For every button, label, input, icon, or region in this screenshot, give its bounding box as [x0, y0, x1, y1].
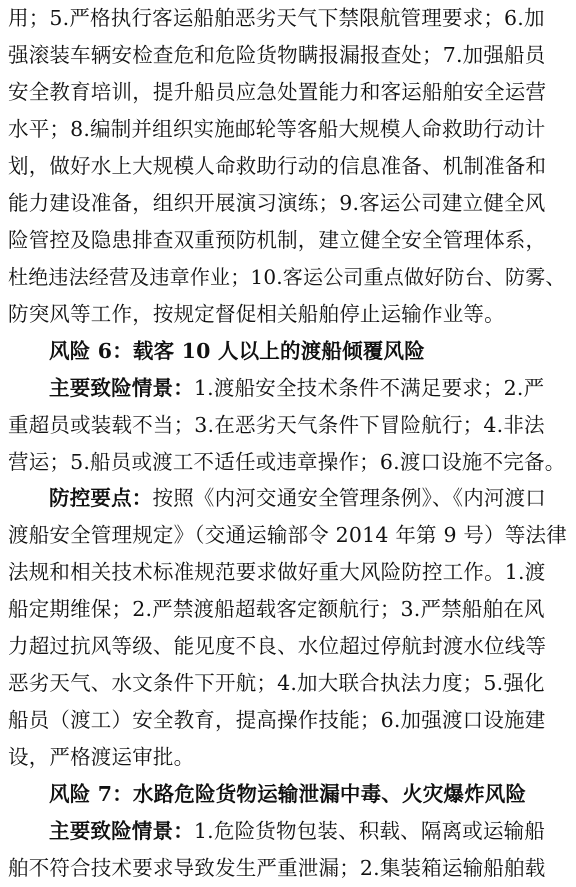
body-line: 用；5.严格执行客运船舶恶劣天气下禁限航管理要求；6.加: [8, 6, 545, 30]
paragraph-label: 防控要点：: [49, 486, 153, 511]
paragraph-start: 主要致险情景：1.危险货物包装、积载、隔离或运输船: [49, 819, 546, 844]
paragraph-start: 防控要点：按照《内河交通安全管理条例》、《内河渡口: [49, 486, 546, 511]
body-line: 安全教育培训，提升船员应急处置能力和客运船舶安全运营: [8, 79, 547, 104]
paragraph-start: 主要致险情景：1.渡船安全技术条件不满足要求；2.严: [49, 375, 545, 400]
body-line: 防突风等工作，按规定督促相关船舶停止运输作业等。: [8, 301, 505, 326]
body-line: 能力建设准备，组织开展演习演练；9.客运公司建立健全风: [8, 190, 546, 215]
body-line: 营运；5.船员或渡工不适任或违章操作；6.渡口设施不完备。: [8, 449, 566, 474]
body-line: 法规和相关技术标准规范要求做好重大风险防控工作。1.渡: [8, 560, 546, 585]
body-line: 船定期维保；2.严禁渡船超载客定额航行；3.严禁船舶在风: [8, 597, 545, 622]
body-line: 恶劣天气、水文条件下开航；4.加大联合执法力度；5.强化: [8, 671, 545, 696]
body-line: 重超员或装载不当；3.在恶劣天气条件下冒险航行；4.非法: [8, 412, 545, 437]
body-line: 渡船安全管理规定》（交通运输部令 2014 年第 9 号）等法律: [8, 523, 567, 548]
paragraph-label: 主要致险情景：: [49, 819, 194, 844]
body-line: 力超过抗风等级、能见度不良、水位超过停航封渡水位线等: [8, 634, 547, 659]
body-line: 强滚装车辆安检查危和危险货物瞒报漏报查处；7.加强船员: [8, 42, 546, 67]
section-heading-risk-7: 风险 7：水路危险货物运输泄漏中毒、火灾爆炸风险: [49, 782, 527, 807]
body-line: 划，做好水上大规模人命救助行动的信息准备、机制准备和: [8, 153, 547, 178]
paragraph-label: 主要致险情景：: [49, 375, 194, 400]
body-line: 险管控及隐患排查双重预防机制，建立健全安全管理体系，: [8, 227, 547, 252]
body-line: 船员（渡工）安全教育，提高操作技能；6.加强渡口设施建: [8, 708, 546, 733]
body-line: 水平；8.编制并组织实施邮轮等客船大规模人命救助行动计: [8, 116, 546, 141]
body-line: 舶不符合技术要求导致发生严重泄漏；2.集装箱运输船舶载: [8, 856, 546, 881]
body-line: 设，严格渡运审批。: [8, 745, 195, 770]
body-line: 杜绝违法经营及违章作业；10.客运公司重点做好防台、防雾、: [8, 264, 566, 289]
section-heading-risk-6: 风险 6：载客 10 人以上的渡船倾覆风险: [49, 338, 425, 363]
